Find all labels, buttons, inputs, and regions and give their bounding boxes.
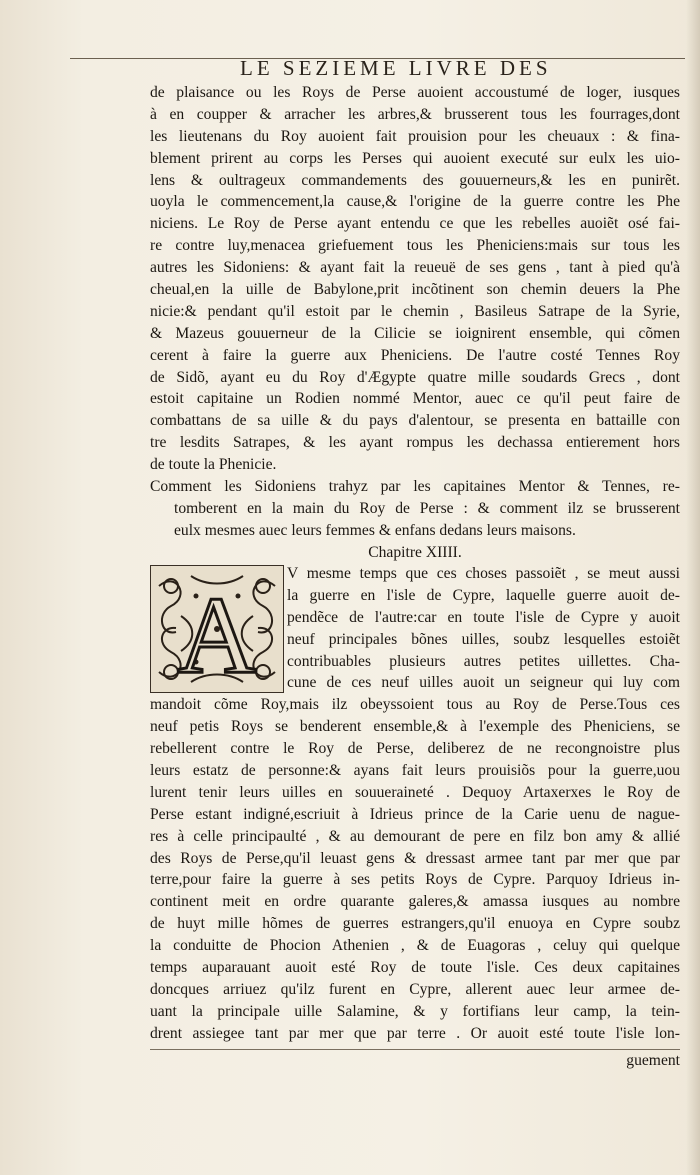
page-edge-shadow [686, 0, 700, 1175]
paragraph-2 [150, 563, 680, 1045]
chapter-summary [150, 476, 680, 542]
text-line: à en coupper & arracher les arbres,& brusserent tous les fourrages,dont [150, 105, 680, 123]
text-line: autres les Sidoniens: & ayant fait la reueuë de ses gens , tant à pied qu'à [150, 259, 680, 277]
text-line: uant la principale uille Salamine, & y fortifians leur camp, la tein- [150, 1002, 680, 1020]
text-line: des Roys de Perse,qu'il leuast gens & dressast armee tant par mer que par [150, 849, 680, 867]
summary-line: eulx mesmes auec leurs femmes & enfans dedans leurs maisons. [174, 521, 576, 539]
text-line: les lieutenans du Roy auoient fait prouision pour les cheuaux : & fina- [150, 127, 680, 145]
running-head: LE SEZIEME LIVRE DES [240, 56, 552, 80]
text-line: lens & oultrageux commandements des gouuerneurs,& les en punirẽt. [150, 171, 680, 189]
text-line: V mesme temps que ces choses passoiẽt , se meut aussi [287, 565, 680, 582]
text-line: tre lesdits Satrapes, & les ayant rompus les dechassa entierement hors [150, 434, 680, 452]
text-line: drent assiegee tant par mer que par terre . Or auoit esté toute l'isle lon- [150, 1024, 680, 1042]
paragraph-1 [150, 82, 680, 564]
text-line: & Mazeus gouuerneur de la Cilicie se ioignirent ensemble, qui cõmen [150, 324, 680, 342]
text-line: estoit capitaine un Rodien nommé Mentor, auec ce qu'il peut faire de [150, 390, 680, 408]
text-line: mandoit cõme Roy,mais ilz obeyssoient tous au Roy de Perse.Tous ces [150, 696, 680, 714]
summary-line: Comment les Sidoniens trahyz par les capitaines Mentor & Tennes, re- [150, 478, 680, 496]
text-line: uoyla le commencement,la cause,& l'origine de la guerre contre les Phe [150, 193, 680, 211]
summary-line: tomberent en la main du Roy de Perse : & comment ilz se brusserent [174, 499, 680, 517]
text-line: de Sidõ, ayant eu du Roy d'Ægypte quatre mille soudards Grecs , dont [150, 368, 680, 386]
text-line: cerent à faire la guerre aux Pheniciens. De l'autre costé Tennes Roy [150, 346, 680, 364]
text-line: nicie:& pendant qu'il estoit par le chemin , Basileus Satrape de la Syrie, [150, 302, 680, 320]
catchword: guement [626, 1052, 680, 1069]
chapter-title: Chapitre XIIII. [368, 543, 462, 561]
text-line: res à celle principaulté , & au demourant de pere en filz bon amy & allié [150, 827, 680, 845]
text-line: Perse estant indigné,escriuit à Idrieus prince de la Carie uenu de nague- [150, 805, 680, 823]
text-line: cune de ces neuf uilles auoit un seigneur qui luy com [287, 674, 680, 692]
text-line: doncques arriuez qu'ilz furent en Cypre, allerent auec leur armee de- [150, 980, 680, 998]
text-line: de huyt mille hõmes de guerres estrangers,qu'il enuoya en Cypre soubz [150, 915, 680, 933]
text-line: rebellerent contre le Roy de Perse, deliberez de ne recongnoistre plus [150, 740, 680, 758]
text-line: neuf principales bõnes uilles, soubz lesquelles estoiẽt [287, 630, 680, 648]
text-line: la conduitte de Phocion Athenien , & de Euagoras , celuy qui quelque [150, 937, 680, 955]
text-line: blement prirent au corps les Perses qui auoient executé sur eulx les uio- [150, 149, 680, 167]
text-line: de toute la Phenicie. [150, 456, 277, 474]
text-line: continent meit en ordre quarante galeres,& amassa iusques au nombre [150, 893, 680, 911]
text-line: lurent tenir leurs uilles en souueraineté . Dequoy Artaxerxes le Roy de [150, 783, 680, 801]
text-line: cheual,en la uille de Babylone,prit incõtinent son chemin deuers la Phe [150, 281, 680, 299]
text-line: re contre luy,menacea griefuement tous les Pheniciens:mais sur tous les [150, 237, 680, 255]
text-line: leurs estatz de personne:& ayans fait leurs prouisiõs pour la guerre,uou [150, 762, 680, 780]
text-line: de plaisance ou les Roys de Perse auoient accoustumé de loger, iusques [150, 84, 680, 101]
text-line: combattans de sa uille & du pays d'alentour, se presenta en battaille con [150, 412, 680, 430]
text-line: neuf petis Roys se benderent ensemble,& à l'exemple des Pheniciens, se [150, 718, 680, 736]
text-line: temps auparauant auoit esté Roy de toute l'isle. Ces deux capitaines [150, 959, 680, 977]
text-line: niciens. Le Roy de Perse ayant entendu ce que les rebelles auoiẽt osé fai- [150, 215, 680, 233]
text-line: pendẽce de l'autre:car en toute l'isle de Cypre y auoit [287, 608, 680, 626]
svg-text:A: A [177, 574, 257, 692]
text-line: la guerre en l'isle de Cypre, laquelle guerre auoit de- [287, 586, 680, 604]
text-line: terre,pour faire la guerre à ses petits Roys de Cypre. Parquoy Idrieus in- [150, 871, 680, 889]
bottom-rule [150, 1049, 680, 1050]
text-line: contribuables plusieurs autres petites uillettes. Cha- [287, 652, 680, 670]
